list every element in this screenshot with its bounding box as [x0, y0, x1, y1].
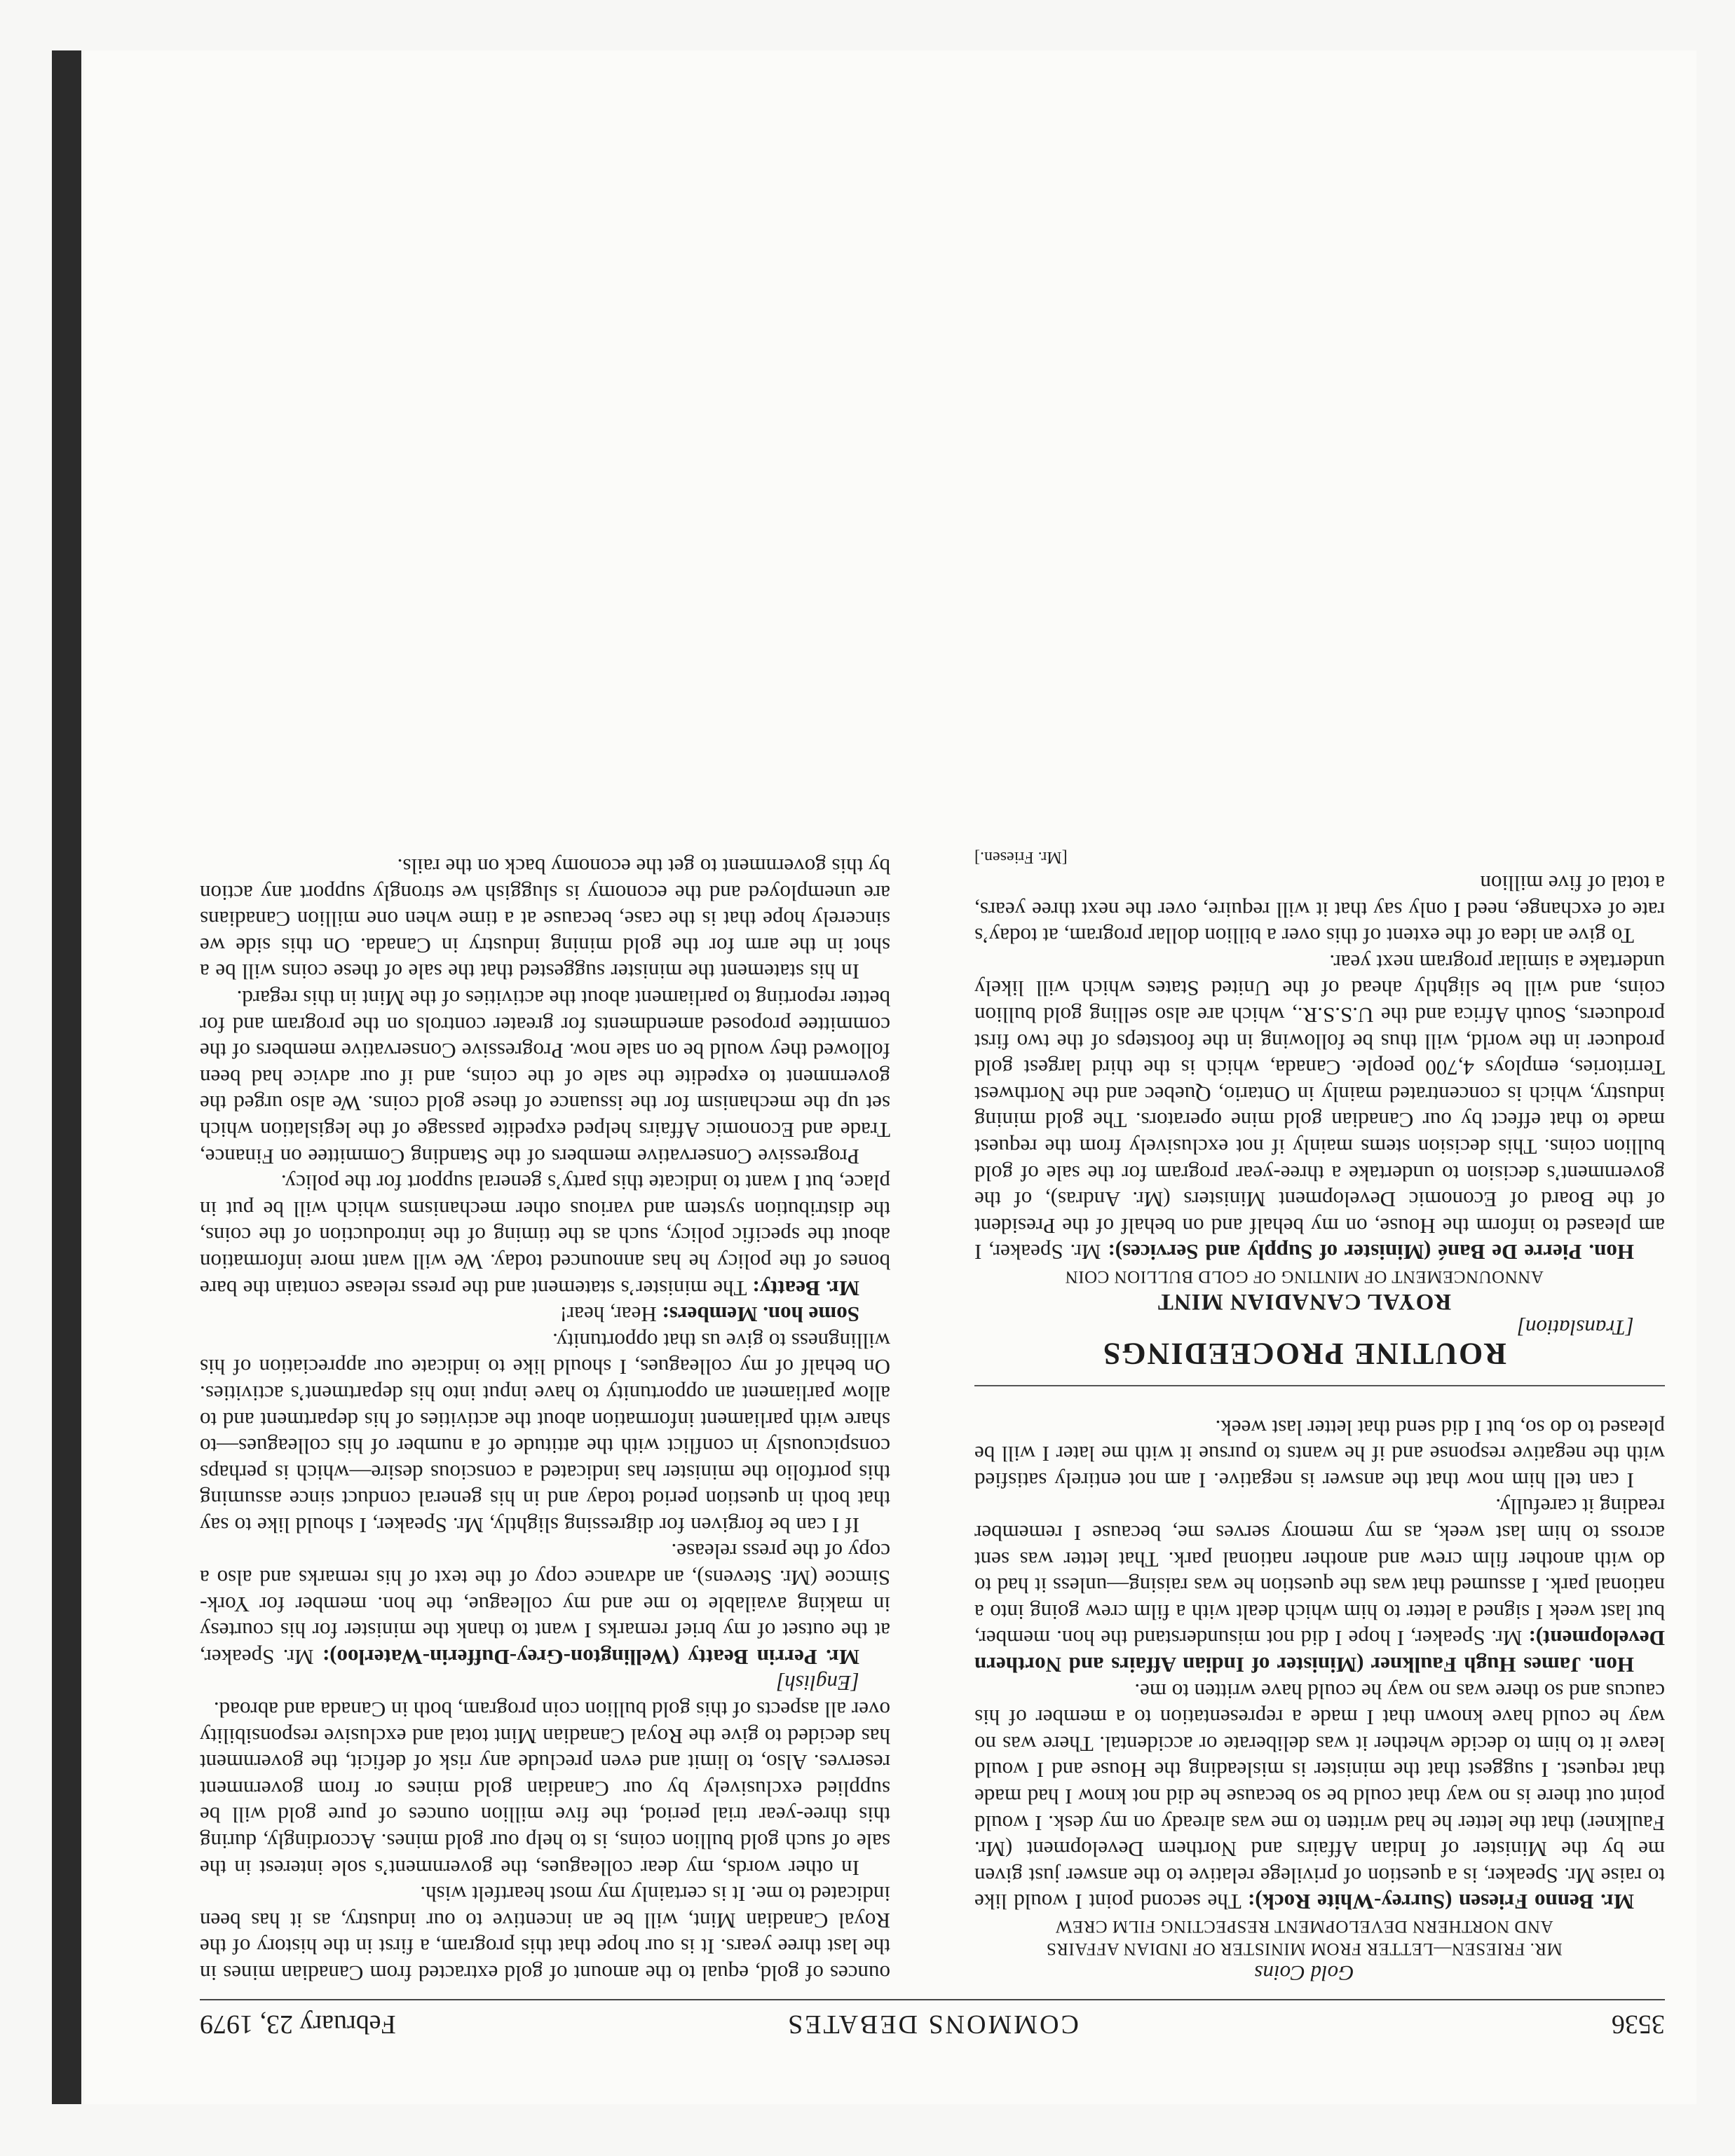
paragraph-text: Mr. Speaker, I hope I did not misunderstand the hon. member, but last week I signed a letter to him which dealt with a film crew going into a national park. I assumed that was the question he was raising—unless it had to do with another film crew and another national park. That letter was sent across to him last week, as my memory serves me, because I remember reading it carefully.: [974, 1494, 1665, 1651]
subject-heading-line-1: MR. FRIESEN—LETTER FROM MINISTER OF INDIAN AFFAIRS: [1046, 1939, 1563, 1959]
paragraph-text: Hear, hear!: [559, 1302, 657, 1328]
paragraph: ounces of gold, equal to the amount of gold extracted from Canadian mines in the last three years. It is our hope that this program, a first in the history of the Royal Canadian Mint, will be an incentive to our industry, as it has been indicated to me. It is certainly my most heartfelt wish.: [200, 1882, 890, 1986]
header-rule: [200, 1999, 1665, 2000]
speaker-name: Mr. Beatty:: [752, 1276, 859, 1301]
paragraph: In his statement the minister suggested that the sale of these coins will be a shot in the arm for the gold mining industry in Canada. On this side we sincerely hope that is the case, because at a time when one million Canadians are unemployed and the economy is sluggish we strongly support any action by this government to get the economy back on the rails.: [200, 854, 890, 985]
publication-title: COMMONS DEBATES: [786, 2010, 1079, 2039]
paragraph-text: Mr. Speaker, I am pleased to inform the House, on my behalf and on behalf of the President of the Board of Economic Development Ministers (Mr. Andras), of the government’s decision to undertake a three-year program for the sale of gold bullion coins. This decision stems mainly if not exclusively from the request made to that effect by our Canadian gold mine operators. The gold mining industry, which is concentrated mainly in Ontario, Quebec and the Northwest Territories, employs 4,700 people. Canada, which is the third largest gold producer in the world, will thus be following in the footsteps of the two first producers, South Africa and the U.S.S.R., which are also selling gold bullion coins, and will be slightly ahead of the United States which will likely undertake a similar program next year.: [974, 950, 1665, 1265]
paragraph: [974, 1494, 1665, 1678]
paragraph: [200, 1538, 890, 1670]
speaker-name: Mr. Benno Friesen (Surrey-White Rock):: [1247, 1890, 1634, 1915]
section-divider: [974, 1385, 1665, 1386]
section-title: ROUTINE PROCEEDINGS: [1101, 1337, 1507, 1372]
page-number: 3536: [1612, 2010, 1665, 2039]
left-column: [974, 844, 1665, 1986]
language-tag: [English]: [776, 1671, 859, 1696]
paragraph-text: Mr. Speaker, at the outset of my brief remarks I want to thank the minister for his courtesy in making available to me and my colleague, the hon. member for York-Simcoe (Mr. Stevens), an advance copy of the text of his remarks and also a copy of the press release.: [199, 1539, 890, 1670]
publication-date: February 23, 1979: [200, 2010, 396, 2039]
speaker-name: Hon. James Hugh Faulkner (Minister of Indian Affairs and Northern Development):: [974, 1626, 1665, 1678]
right-column: [200, 853, 890, 1986]
subsection-heading: ROYAL CANADIAN MINT: [1157, 1288, 1452, 1314]
paragraph-text: The second point I would like to raise Mr. Speaker, is a question of privilege relative to the answer just given me by the Minister of Indian Affairs and Northern Development (Mr. Faulkner) that the letter he had written to me was already on my desk. I would point out there is no way that could be so because he did not know I had made that request. I suggest that the minister is misleading the House and I would leave it to him to decide whether it was deliberate or accidental. There was no way he could have known that I made a representation to a member of his caucus and so there was no way he could have written to me.: [974, 1679, 1665, 1915]
subject-heading: ANNOUNCEMENT OF MINTING OF GOLD BULLION COIN: [1065, 1267, 1544, 1287]
paragraph: [200, 1302, 890, 1328]
paragraph: [974, 949, 1665, 1265]
paragraph-text: The minister’s statement and the press release contain the bare bones of the policy he has announced today. We will want more information about the specific policy, such as the timing of the introduction of the coins, the distribution system and various other mechanisms which will be put in place, but I want to indicate this party’s general support for the policy.: [200, 1171, 890, 1301]
running-header: [200, 2007, 1665, 2041]
paragraph: Progressive Conservative members of the Standing Committee on Finance, Trade and Economic Affairs helped expedite passage of the legislation which set up the mechanism for the issuance of these gold coins. We also urged the government to expedite the sale of the coins, and if our advice had been followed they would be on sale now. Progressive Conservative members of the committee proposed amendments for greater controls on the program and for better reporting to parliament about the activities of the Mint in this regard.: [200, 986, 890, 1169]
speaker-name: Hon. Pierre De Bané (Minister of Supply and Services):: [1108, 1240, 1634, 1265]
binding-edge: [52, 50, 81, 2104]
section-subtitle-gold-coins: Gold Coins: [1254, 1961, 1354, 1986]
paragraph: To give an idea of the extent of this over a billion dollar program, at today’s rate of exchange, need I only say that it will require, over the next three years, a total of five million: [974, 871, 1665, 949]
paragraph: If I can be forgiven for digressing slightly, Mr. Speaker, I should like to say that both in question period today and in his general conduct since assuming this portfolio the minister has indicated a conscious desire—which is perhaps conspicuously in conflict with the attitude of a number of his colleagues—to share with parliament information about the activities of his department and to allow parliament an opportunity to have input into his department’s activities. On behalf of my colleagues, I should like to indicate our appreciation of his willingness to give us that opportunity.: [200, 1328, 890, 1538]
paragraph: [200, 1170, 890, 1302]
subject-heading-line-2: AND NORTHERN DEVELOPMENT RESPECTING FILM CREW: [1055, 1917, 1553, 1937]
paragraph: [974, 1678, 1665, 1915]
speaker-name: Some hon. Members:: [662, 1302, 859, 1328]
rotated-page-content: [200, 219, 1665, 2041]
speaker-name: Mr. Perrin Beatty (Wellington-Grey-Dufferin-Waterloo):: [322, 1644, 859, 1670]
paragraph: I can tell him now that the answer is negative. I am not entirely satisfied with the negative response and if he wants to pursue it with me later I will be pleased to do so, but I did send that letter last week.: [974, 1415, 1665, 1493]
translation-tag: [Translation]: [1516, 1315, 1634, 1340]
page-sheet: [84, 50, 1696, 2104]
paragraph: In other words, my dear colleagues, the government’s sole interest in the sale of such gold bullion coins, is to help our gold mines. Accordingly, during this three-year trial period, the five million ounces of pure gold will be supplied exclusively by our Canadian gold mines or from government reserves. Also, to limit and even preclude any risk of deficit, the government has decided to give the Royal Canadian Mint total and exclusive responsibility over all aspects of this gold bullion coin program, both in Canada and abroad.: [200, 1698, 890, 1881]
speaker-footer-tag: [Mr. Friesen.]: [974, 848, 1068, 867]
